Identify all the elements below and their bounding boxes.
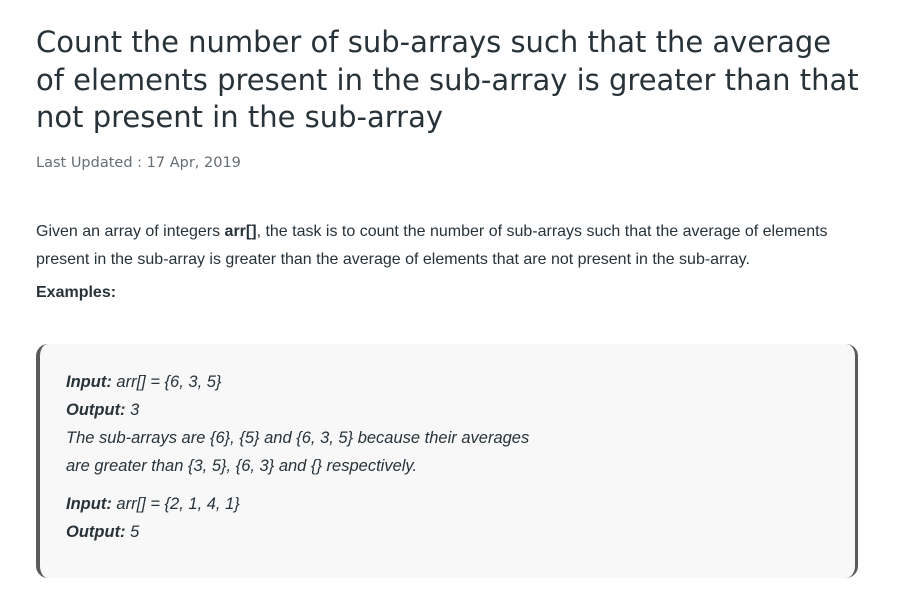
example-2-input-label: Input:	[66, 495, 112, 513]
example-2-input	[66, 490, 829, 518]
examples-label: Examples:	[36, 283, 117, 301]
example-gap	[66, 480, 829, 490]
example-1-input	[66, 368, 829, 396]
example-1-input-label: Input:	[66, 373, 112, 391]
examples-box	[36, 344, 858, 578]
example-1-input-value: arr[] = {6, 3, 5}	[111, 373, 222, 391]
example-2-output	[66, 518, 829, 546]
intro-bold: arr[]	[224, 222, 257, 240]
last-updated: Last Updated : 17 Apr, 2019	[36, 154, 241, 171]
example-1-output-value: 3	[125, 401, 140, 419]
article	[36, 24, 866, 541]
example-1-output	[66, 396, 829, 424]
article-title: Count the number of sub-arrays such that the average of elements present in the sub-array is greater than that not present in the sub-array	[36, 25, 859, 134]
intro-prefix: Given an array of integers	[36, 222, 225, 240]
example-1-explanation-line-1: The sub-arrays are {6}, {5} and {6, 3, 5} because their averages	[66, 429, 530, 447]
example-2-output-label: Output:	[66, 523, 126, 541]
intro-suffix: , the task is to count the number of sub-arrays such that the average of elements present in the sub-array is greater than the average of elements that are not present in the sub-array.	[36, 222, 828, 268]
example-1-explanation-line-2: are greater than {3, 5}, {6, 3} and {} respectively.	[66, 457, 418, 475]
example-2-input-value: arr[] = {2, 1, 4, 1}	[111, 495, 240, 513]
example-2-output-value: 5	[125, 523, 140, 541]
intro-paragraph	[36, 218, 866, 274]
example-1-output-label: Output:	[66, 401, 126, 419]
